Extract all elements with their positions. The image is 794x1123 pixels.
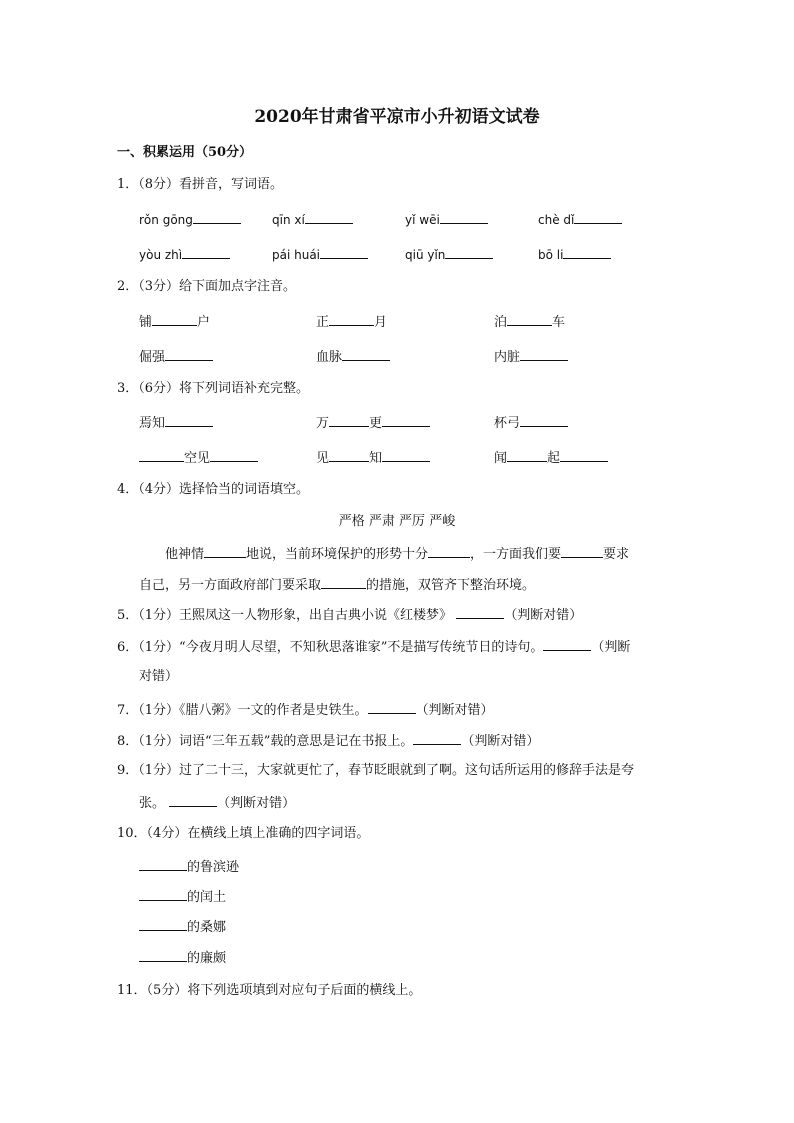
answer-blank[interactable]	[321, 576, 366, 589]
answer-blank[interactable]	[574, 211, 622, 224]
answer-blank[interactable]	[342, 348, 390, 361]
fill-paragraph-line: 他神情 地说，当前环境保护的形势十分 ，一方面我们要 要求	[165, 547, 630, 562]
phonetic-item: 泊 车	[494, 315, 566, 330]
answer-blank[interactable]	[139, 918, 187, 931]
answer-blank[interactable]	[305, 211, 353, 224]
pinyin-item: qīn xí	[272, 211, 353, 228]
phrase-item: 的廉颇	[139, 949, 226, 967]
pinyin-item: qiū yǐn	[405, 246, 493, 263]
idiom-item: 万 更	[316, 414, 430, 432]
answer-blank[interactable]	[139, 888, 187, 901]
pinyin-item: rǒn gōng	[139, 211, 241, 228]
pinyin-item: yòu zhì	[139, 246, 230, 263]
pinyin-item: pái huái	[272, 246, 368, 263]
idiom-item: 焉知	[139, 414, 213, 432]
answer-blank[interactable]	[428, 545, 470, 558]
answer-blank[interactable]	[152, 313, 197, 326]
question-6: 6．（1分）“今夜月明人尽望，不知秋思落谁家”不是描写传统节日的诗句。 （判断	[117, 640, 631, 655]
question-9-continued: 张。 （判断对错）	[139, 796, 296, 811]
phrase-item: 的鲁滨逊	[139, 858, 239, 876]
fill-paragraph-line: 自己，另一方面政府部门要采取 的措施，双管齐下整治环境。	[139, 578, 536, 593]
question-1-stem: 1．（8分）看拼音，写词语。	[117, 177, 284, 192]
answer-blank[interactable]	[520, 414, 568, 427]
answer-blank[interactable]	[382, 414, 430, 427]
answer-blank[interactable]	[382, 449, 430, 462]
question-6-continued: 对错）	[139, 669, 179, 684]
word-options: 严格 严肃 严厉 严峻	[338, 514, 456, 529]
answer-blank[interactable]	[520, 348, 568, 361]
answer-blank[interactable]	[456, 606, 504, 619]
answer-blank[interactable]	[543, 638, 591, 651]
question-11-stem: 11．（5分）将下列选项填到对应句子后面的横线上。	[117, 983, 422, 998]
idiom-item: 杯弓	[494, 414, 568, 432]
answer-blank[interactable]	[445, 246, 493, 259]
idiom-item: 空见	[139, 449, 258, 467]
question-2-stem: 2．（3分）给下面加点字注音。	[117, 279, 297, 294]
answer-blank[interactable]	[560, 449, 608, 462]
question-7: 7．（1分）《腊八粥》一文的作者是史铁生。 （判断对错）	[117, 703, 494, 718]
page-title: 2020年甘肃省平凉市小升初语文试卷	[254, 107, 540, 127]
answer-blank[interactable]	[440, 211, 488, 224]
answer-blank[interactable]	[329, 449, 369, 462]
answer-blank[interactable]	[368, 701, 416, 714]
answer-blank[interactable]	[210, 449, 258, 462]
question-3-stem: 3．（6分）将下列词语补充完整。	[117, 381, 310, 396]
question-5: 5．（1分）王熙凤这一人物形象，出自古典小说《红楼梦》 （判断对错）	[117, 608, 583, 623]
answer-blank[interactable]	[139, 949, 187, 962]
phonetic-item: 倔强	[139, 348, 213, 366]
answer-blank[interactable]	[329, 414, 369, 427]
question-8: 8．（1分）词语“三年五载”载的意思是记在书报上。 （判断对错）	[117, 734, 540, 749]
answer-blank[interactable]	[165, 414, 213, 427]
pinyin-item: yǐ wēi	[405, 211, 488, 228]
answer-blank[interactable]	[561, 545, 603, 558]
pinyin-item: bō li	[538, 246, 611, 263]
answer-blank[interactable]	[507, 313, 552, 326]
phrase-item: 的闰土	[139, 888, 226, 906]
phonetic-item: 血脉	[316, 348, 390, 366]
answer-blank[interactable]	[507, 449, 547, 462]
answer-blank[interactable]	[204, 545, 246, 558]
answer-blank[interactable]	[139, 449, 184, 462]
phonetic-item: 内脏	[494, 348, 568, 366]
phonetic-item: 正 月	[316, 315, 388, 330]
idiom-item: 见 知	[316, 449, 430, 467]
phonetic-item: 铺 户	[139, 315, 211, 330]
question-4-stem: 4．（4分）选择恰当的词语填空。	[117, 482, 310, 497]
answer-blank[interactable]	[165, 348, 213, 361]
answer-blank[interactable]	[139, 858, 187, 871]
phrase-item: 的桑娜	[139, 918, 226, 936]
answer-blank[interactable]	[320, 246, 368, 259]
question-9: 9．（1分）过了二十三，大家就更忙了，春节眨眼就到了啊。这句话所运用的修辞手法是夸	[117, 763, 635, 778]
section-heading: 一、积累运用（50分）	[117, 145, 253, 160]
idiom-item: 闻 起	[494, 449, 608, 467]
answer-blank[interactable]	[563, 246, 611, 259]
answer-blank[interactable]	[193, 211, 241, 224]
pinyin-item: chè dǐ	[538, 211, 622, 228]
answer-blank[interactable]	[182, 246, 230, 259]
question-10-stem: 10．（4分）在横线上填上准确的四字词语。	[117, 826, 370, 841]
answer-blank[interactable]	[329, 313, 374, 326]
answer-blank[interactable]	[413, 732, 461, 745]
answer-blank[interactable]	[169, 794, 217, 807]
